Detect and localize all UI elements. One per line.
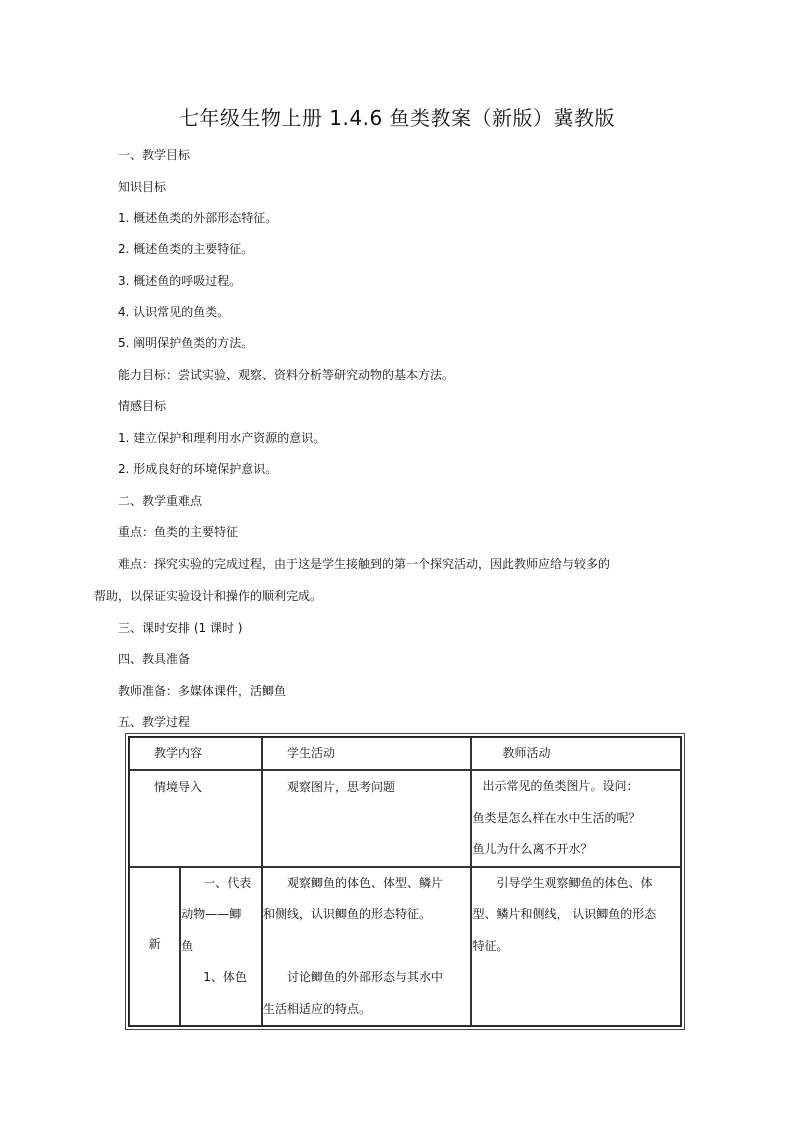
- cell-content: 情境导入: [129, 770, 262, 867]
- paragraph: 重点：鱼类的主要特征: [118, 525, 239, 539]
- table-row: [129, 867, 681, 1027]
- cell-teacher: 引导学生观察鲫鱼的体色、体 型、鳞片和侧线， 认识鲫鱼的形态 特征。: [471, 867, 681, 1027]
- paragraph: 帮助，以保证实验设计和操作的顺利完成。: [94, 589, 323, 603]
- cell-section: 新: [129, 867, 180, 1027]
- cell-student: 观察鲫鱼的体色、体型、鳞片 和侧线，认识鲫鱼的形态特征。 讨论鲫鱼的外部形态与其水中 生活相适应的特点。: [262, 867, 471, 1027]
- paragraph: 难点：探究实验的完成过程，由于这是学生接触到的第一个探究活动，因此教师应给与较多的: [118, 557, 611, 571]
- list-item: 3. 概述鱼的呼吸过程。: [118, 274, 242, 288]
- section-heading: 一、教学目标: [118, 148, 191, 162]
- header-teacher: 教师活动: [471, 737, 681, 770]
- list-item: 2. 概述鱼类的主要特征。: [118, 242, 254, 256]
- section-heading: 五、教学过程: [118, 715, 191, 729]
- list-item: 5. 阐明保护鱼类的方法。: [118, 336, 254, 350]
- lesson-process-table: [128, 736, 682, 1027]
- paragraph: 能力目标：尝试实验、观察、资料分析等研究动物的基本方法。: [118, 368, 455, 382]
- subheading: 情感目标: [118, 399, 167, 413]
- list-item: 4. 认识常见的鱼类。: [118, 305, 230, 319]
- list-item: 2. 形成良好的环境保护意识。: [118, 462, 278, 476]
- section-heading: 三、课时安排 (1 课时 ): [118, 621, 243, 635]
- table-row: [129, 770, 681, 867]
- cell-teacher: 出示常见的鱼类图片。设问： 鱼类是怎么样在水中生活的呢？ 鱼儿为什么离不开水？: [471, 770, 681, 867]
- header-student: 学生活动: [262, 737, 471, 770]
- document-title: 七年级生物上册 1.4.6 鱼类教案（新版）冀教版: [178, 106, 616, 130]
- list-item: 1. 概述鱼类的外部形态特征。: [118, 211, 278, 225]
- paragraph: 教师准备：多媒体课件，活鲫鱼: [118, 684, 287, 698]
- section-heading: 二、教学重难点: [118, 494, 203, 508]
- header-content: 教学内容: [129, 737, 262, 770]
- table-header-row: [129, 737, 681, 770]
- cell-content: 一、代表 动物——鲫 鱼 1、体色: [180, 867, 262, 1027]
- cell-student: 观察图片，思考问题: [262, 770, 471, 867]
- subheading: 知识目标: [118, 180, 167, 194]
- list-item: 1. 建立保护和理利用水产资源的意识。: [118, 431, 326, 445]
- section-heading: 四、教具准备: [118, 652, 191, 666]
